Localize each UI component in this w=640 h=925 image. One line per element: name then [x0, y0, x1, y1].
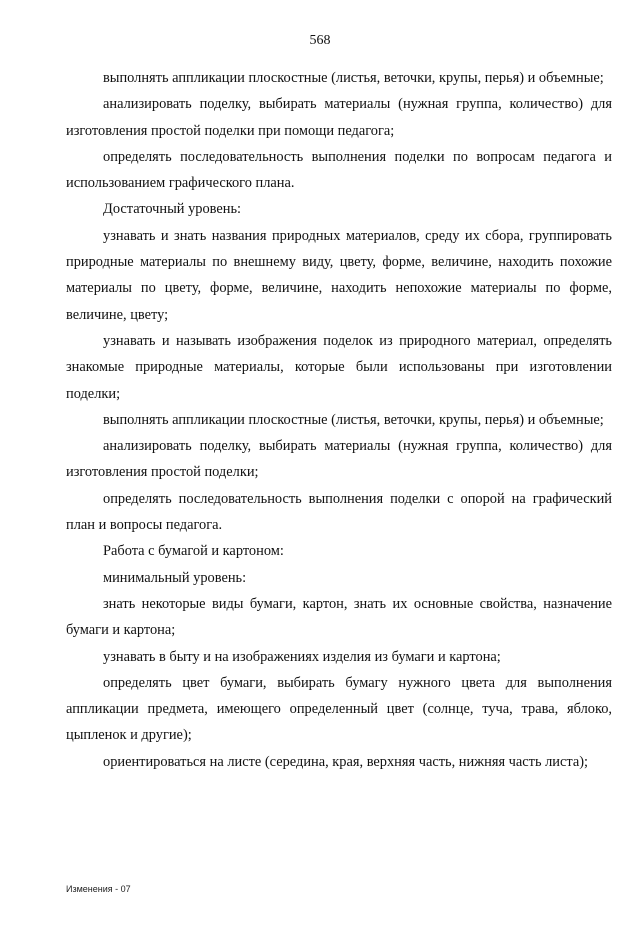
paragraph: узнавать в быту и на изображениях изделия из бумаги и картона;	[103, 648, 501, 665]
section-heading: Достаточный уровень:	[103, 201, 242, 218]
document-body	[66, 65, 612, 775]
paragraph: определять последовательность выполнения поделки с опорой на графический план и вопросы педагога.	[66, 490, 612, 534]
paragraph: выполнять аппликации плоскостные (листья, веточки, крупы, перья) и объемные;	[103, 411, 604, 428]
paragraph: анализировать поделку, выбирать материалы (нужная группа, количество) для изготовления простой поделки;	[66, 438, 612, 481]
paragraph: узнавать и знать названия природных материалов, среду их сбора, группировать природные материалы по внешнему виду, цвету, форме, величине, находить похожие материалы по цвету, форме, величине, находить непохожие материалы по форме, величине, цвету;	[66, 227, 612, 323]
footer-note: Изменения - 07	[66, 884, 131, 894]
page-number: 568	[309, 33, 331, 48]
paragraph: ориентироваться на листе (середина, края, верхняя часть, нижняя часть листа);	[103, 753, 589, 770]
paragraph: выполнять аппликации плоскостные (листья, веточки, крупы, перья) и объемные;	[103, 70, 604, 86]
subsection-heading: минимальный уровень:	[103, 569, 247, 586]
paragraph: узнавать и называть изображения поделок из природного материал, определять знакомые природные материалы, которые были использованы при изготовлении поделки;	[66, 332, 612, 402]
paragraph: определять цвет бумаги, выбирать бумагу нужного цвета для выполнения аппликации предмета, имеющего определенный цвет (солнце, туча, трава, яблоко, цыпленок и другие);	[66, 674, 612, 744]
paragraph: анализировать поделку, выбирать материалы (нужная группа, количество) для изготовления простой поделки при помощи педагога;	[66, 96, 612, 139]
section-heading: Работа с бумагой и картоном:	[103, 543, 284, 560]
paragraph: знать некоторые виды бумаги, картон, знать их основные свойства, назначение бумаги и картона;	[66, 595, 612, 639]
paragraph: определять последовательность выполнения поделки по вопросам педагога и использованием графического плана.	[66, 148, 612, 192]
